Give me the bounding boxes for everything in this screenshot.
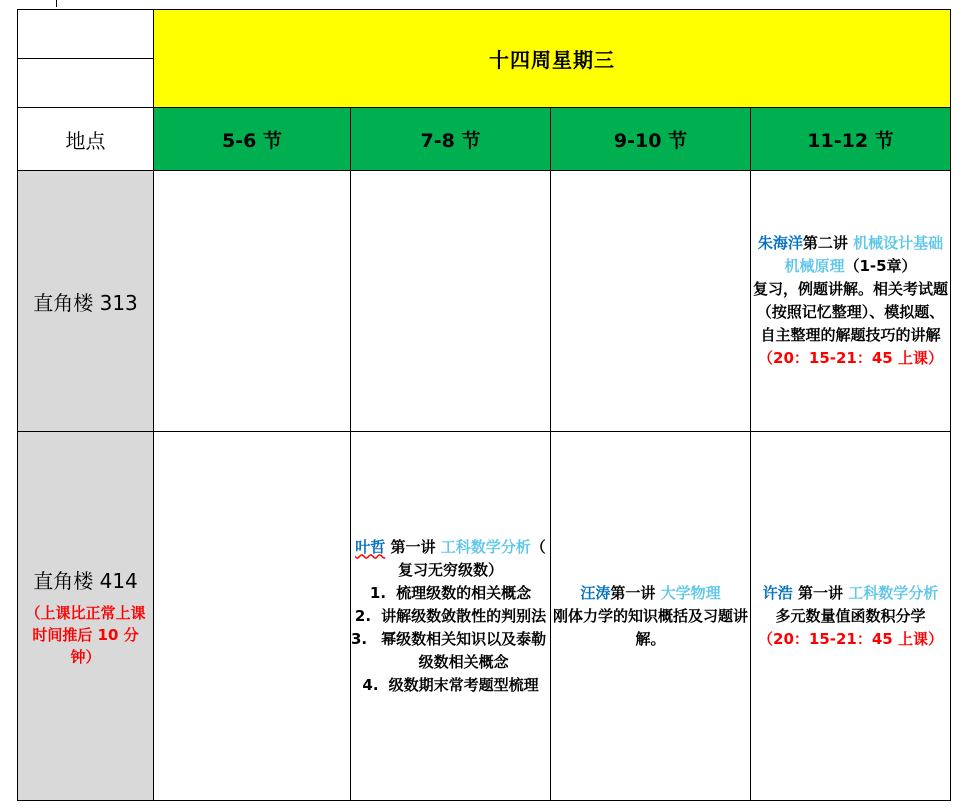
class-header [751,232,950,278]
class-time: （20：15-21：45 上课） [758,629,943,648]
slot-414-11-12 [751,432,951,801]
period-header-11-12: 11-12 节 [751,108,951,171]
period-header-5-6: 5-6 节 [154,108,351,171]
slot-313-5-6 [154,171,351,432]
slot-313-7-8 [351,171,551,432]
topic-list [351,582,550,697]
class-description: 复习，例题讲解。相关考试题（按照记忆整理）、模拟题、自主整理的解题技巧的讲解 [752,280,948,344]
class-header [551,582,750,605]
lecture-number: 第一讲 [610,583,656,602]
location-name: 直角楼 414 [33,568,138,593]
slot-414-9-10 [551,432,751,801]
teacher-name: 许浩 [762,583,793,602]
schedule-table [17,9,951,801]
class-description: 多元数量值函数积分学 [775,606,926,625]
course-name: 工科数学分析 [848,583,939,602]
blank-corner-cell-bottom [18,59,154,108]
location-header: 地点 [18,108,154,171]
location-cell-313 [18,171,154,432]
location-note: （上课比正常上课时间推后 10 分钟） [25,603,146,666]
slot-414-7-8 [351,432,551,801]
class-description: 刚体力学的知识概括及习题讲解。 [552,606,748,648]
course-name: 大学物理 [660,583,721,602]
list-item: 2. 讲解级数敛散性的判别法 [354,606,547,625]
teacher-name: 汪涛 [580,583,611,602]
class-topic: （ 复习无穷级数） [397,537,546,579]
list-item: 3. 幂级数相关知识以及泰勒级数相关概念 [351,629,547,671]
page-title: 十四周星期三 [154,10,951,108]
lecture-number: 第一讲 [797,583,843,602]
period-header-7-8: 7-8 节 [351,108,551,171]
class-time: （20：15-21：45 上课） [758,349,943,367]
list-item: 1. 梳理级数的相关概念 [369,583,532,602]
slot-313-9-10 [551,171,751,432]
lecture-number: 第一讲 [390,537,436,556]
slot-414-5-6 [154,432,351,801]
teacher-name: 朱海洋 [757,234,803,252]
list-item: 4. 级数期末常考题型梳理 [362,675,539,694]
location-cell-414 [18,432,154,801]
course-name: 工科数学分析 [440,537,531,556]
course-name: 机械设计基础 机械原理 [784,234,944,275]
slot-313-11-12 [751,171,951,432]
blank-corner-cell-top [18,10,154,59]
lecture-number: 第二讲 [802,234,848,252]
class-header [351,536,550,582]
chapter-range: （1-5章） [844,257,917,275]
period-header-9-10: 9-10 节 [551,108,751,171]
class-header [751,582,950,605]
ruler-tick [56,0,57,7]
location-name: 直角楼 313 [33,290,138,315]
teacher-name: 叶哲 [355,537,386,556]
